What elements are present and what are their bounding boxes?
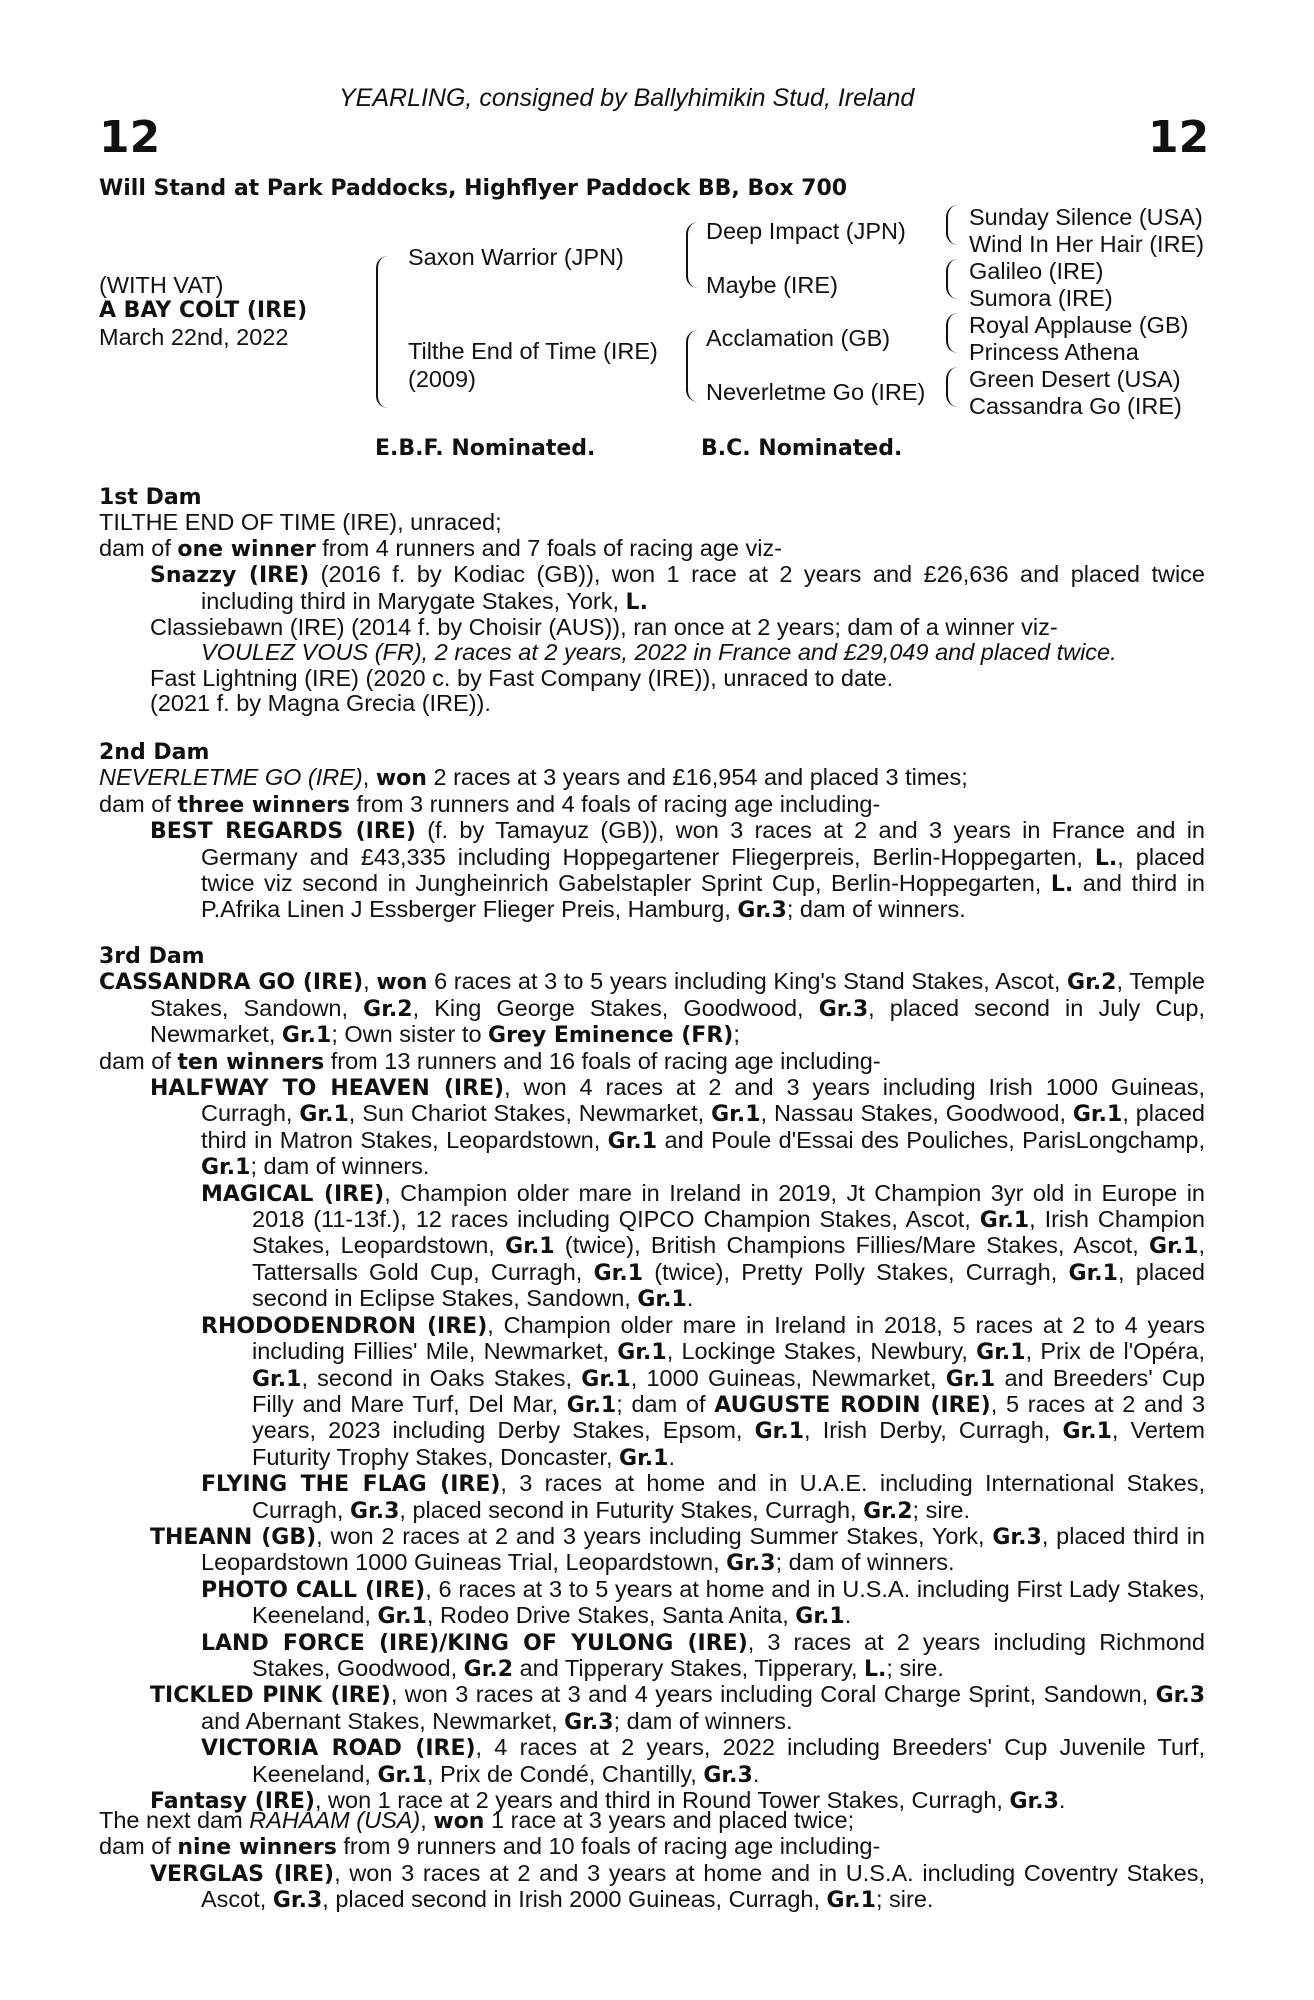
dam-dam: Neverletme Go (IRE) <box>706 379 926 405</box>
produce-rhododendron: RHODODENDRON (IRE), Champion older mare in Ireland in 2018, 5 races at 2 to 4 years including Fillies' Mile, Newmarket, Gr.1, Lockinge Stakes, Newbury, Gr.1, Prix de l'Opéra, Gr.1, second in Oaks Stakes, Gr.1, 1000 Guineas, Newmarket, Gr.1 and Breeders' Cup Filly and Mare Turf, Del Mar, Gr.1; dam of AUGUSTE RODIN (IRE), 5 races at 2 and 3 years, 2023 including Derby Stakes, Epsom, Gr.1, Irish Derby, Curragh, Gr.1, Vertem Futurity Trophy Stakes, Doncaster, Gr.1. <box>201 1311 1206 1471</box>
first-dam-line: TILTHE END OF TIME (IRE), unraced; <box>99 509 502 536</box>
produce-best-regards: BEST REGARDS (IRE) (f. by Tamayuz (GB)), won 3 races at 2 and 3 years in France and in Germany and £43,335 including Hoppegartener Fliegerpreis, Berlin-Hoppegarten, L., placed twice viz second in Jungheinrich Gabelstapler Sprint Cup, Berlin-Hoppegarten, L. and third in P.Afrika Linen J Essberger Flieger Preis, Hamburg, Gr.3; dam of winners. <box>150 817 1206 924</box>
foaling-date: March 22nd, 2022 <box>99 324 289 350</box>
produce-verglas: VERGLAS (IRE), won 3 races at 2 and 3 years at home and in U.S.A. including Coventry Stakes, Ascot, Gr.3, placed second in Irish 2000 Guineas, Curragh, Gr.1; sire. <box>150 1859 1205 1914</box>
ancestor-3: Galileo (IRE) <box>969 258 1104 284</box>
ancestor-7: Green Desert (USA) <box>969 366 1181 392</box>
produce-snazzy: Snazzy (IRE) (2016 f. by Kodiac (GB)), won 1 race at 2 years and £26,636 and placed twice including third in Marygate Stakes, York, L. <box>150 561 1205 615</box>
produce-2021-filly: (2021 f. by Magna Grecia (IRE)). <box>150 690 491 717</box>
pedigree-brace-g4 <box>946 367 958 407</box>
first-dam-produce-summary: dam of one winner from 4 runners and 7 foals of racing age viz- <box>99 534 783 562</box>
sire-dam: Maybe (IRE) <box>706 272 838 298</box>
ancestor-8: Cassandra Go (IRE) <box>969 393 1182 419</box>
consignor-line: YEARLING, consigned by Ballyhimikin Stud, Ireland <box>339 84 915 112</box>
location-line: Will Stand at Park Paddocks, Highflyer Paddock BB, Box 700 <box>99 176 848 201</box>
pedigree-brace-g2 <box>946 259 958 299</box>
third-dam-heading: 3rd Dam <box>99 944 205 969</box>
pedigree-brace-g3 <box>946 313 958 353</box>
pedigree-brace-g1 <box>946 205 958 245</box>
produce-magical: MAGICAL (IRE), Champion older mare in Ireland in 2019, Jt Champion 3yr old in Europe in 2018 (11-13f.), 12 races including QIPCO Champion Stakes, Ascot, Gr.1, Irish Champion Stakes, Leopardstown, Gr.1 (twice), British Champions Fillies/Mare Stakes, Ascot, Gr.1, Tattersalls Gold Cup, Curragh, Gr.1 (twice), Pretty Polly Stakes, Curragh, Gr.1, placed second in Eclipse Stakes, Sandown, Gr.1. <box>201 1179 1206 1313</box>
next-dam-section <box>99 1808 1205 1914</box>
ancestor-4: Sumora (IRE) <box>969 285 1113 311</box>
produce-classiebawn: Classiebawn (IRE) (2014 f. by Choisir (AUS)), ran once at 2 years; dam of a winner viz- <box>150 614 1058 641</box>
produce-fantasy: Fantasy (IRE), won 1 race at 2 years and third in Round Tower Stakes, Curragh, Gr.3. <box>150 1787 1066 1814</box>
third-dam-section <box>99 943 1205 1814</box>
ebf-nomination: E.B.F. Nominated. <box>375 436 596 461</box>
produce-photo-call: PHOTO CALL (IRE), 6 races at 3 to 5 years at home and in U.S.A. including First Lady Stakes, Keeneland, Gr.1, Rodeo Drive Stakes, Santa Anita, Gr.1. <box>201 1575 1205 1630</box>
produce-fast-lightning: Fast Lightning (IRE) (2020 c. by Fast Company (IRE)), unraced to date. <box>150 664 894 691</box>
dam-name: Tilthe End of Time (IRE) <box>408 338 658 364</box>
first-dam-heading: 1st Dam <box>99 485 202 510</box>
lot-number-right: 12 <box>1148 112 1210 163</box>
ancestor-6: Princess Athena <box>969 339 1139 365</box>
ancestor-2: Wind In Her Hair (IRE) <box>969 231 1205 257</box>
sire-name: Saxon Warrior (JPN) <box>408 244 624 270</box>
produce-land-force: LAND FORCE (IRE)/KING OF YULONG (IRE), 3 races at 2 years including Richmond Stakes, Goodwood, Gr.2 and Tipperary Stakes, Tipperary, L.; sire. <box>201 1628 1205 1682</box>
produce-halfway-to-heaven: HALFWAY TO HEAVEN (IRE), won 4 races at 2 and 3 years including Irish 1000 Guineas, Curragh, Gr.1, Sun Chariot Stakes, Newmarket, Gr.1, Nassau Stakes, Goodwood, Gr.1, placed third in Matron Stakes, Leopardstown, Gr.1 and Poule d'Essai des Pouliches, ParisLongchamp, Gr.1; dam of winners. <box>150 1074 1205 1181</box>
vat-note: (WITH VAT) <box>99 272 224 298</box>
pedigree-brace-main <box>376 256 392 408</box>
sire-sire: Deep Impact (JPN) <box>706 218 906 244</box>
produce-tickled-pink: TICKLED PINK (IRE), won 3 races at 3 and 4 years including Coral Charge Sprint, Sandown, Gr.3 and Abernant Stakes, Newmarket, Gr.3; dam of winners. <box>150 1681 1205 1735</box>
dam-sire: Acclamation (GB) <box>706 325 891 351</box>
produce-theann: THEANN (GB), won 2 races at 2 and 3 years including Summer Stakes, York, Gr.3, placed third in Leopardstown 1000 Guineas Trial, Leopardstown, Gr.3; dam of winners. <box>150 1522 1205 1577</box>
lot-number-left: 12 <box>99 112 161 163</box>
first-dam-section <box>99 484 1205 717</box>
second-dam-line: NEVERLETME GO (IRE), won 2 races at 3 years and £16,954 and placed 3 times; <box>99 764 968 792</box>
bc-nomination: B.C. Nominated. <box>701 436 903 461</box>
pedigree-brace-sire <box>686 222 700 288</box>
second-dam-produce-summary: dam of three winners from 3 runners and 4 foals of racing age including- <box>99 790 881 818</box>
pedigree-brace-dam <box>686 330 700 402</box>
produce-victoria-road: VICTORIA ROAD (IRE), 4 races at 2 years, 2022 including Breeders' Cup Juvenile Turf, Keeneland, Gr.1, Prix de Condé, Chantilly, Gr.3. <box>201 1734 1205 1788</box>
horse-name: A BAY COLT (IRE) <box>99 298 308 323</box>
next-dam-line: The next dam RAHAAM (USA), won 1 race at 3 years and placed twice; <box>99 1807 855 1834</box>
ancestor-5: Royal Applause (GB) <box>969 312 1189 338</box>
produce-voulez-vous: VOULEZ VOUS (FR), 2 races at 2 years, 2022 in France and £29,049 and placed twice. <box>201 639 1117 666</box>
third-dam-line: CASSANDRA GO (IRE), won 6 races at 3 to 5 years including King's Stand Stakes, Ascot, Gr.2, Temple Stakes, Sandown, Gr.2, King George Stakes, Goodwood, Gr.3, placed second in July Cup, Newmarket, Gr.1; Own sister to Grey Eminence (FR); <box>99 968 1205 1049</box>
ancestor-1: Sunday Silence (USA) <box>969 204 1203 230</box>
third-dam-produce-summary: dam of ten winners from 13 runners and 16 foals of racing age including- <box>99 1047 881 1075</box>
second-dam-section <box>99 739 1205 924</box>
second-dam-heading: 2nd Dam <box>99 740 210 765</box>
dam-year: (2009) <box>408 366 476 392</box>
next-dam-produce-summary: dam of nine winners from 9 runners and 10 foals of racing age including- <box>99 1833 881 1861</box>
produce-flying-the-flag: FLYING THE FLAG (IRE), 3 races at home and in U.A.E. including International Stakes, Curragh, Gr.3, placed second in Futurity Stakes, Curragh, Gr.2; sire. <box>201 1470 1205 1524</box>
